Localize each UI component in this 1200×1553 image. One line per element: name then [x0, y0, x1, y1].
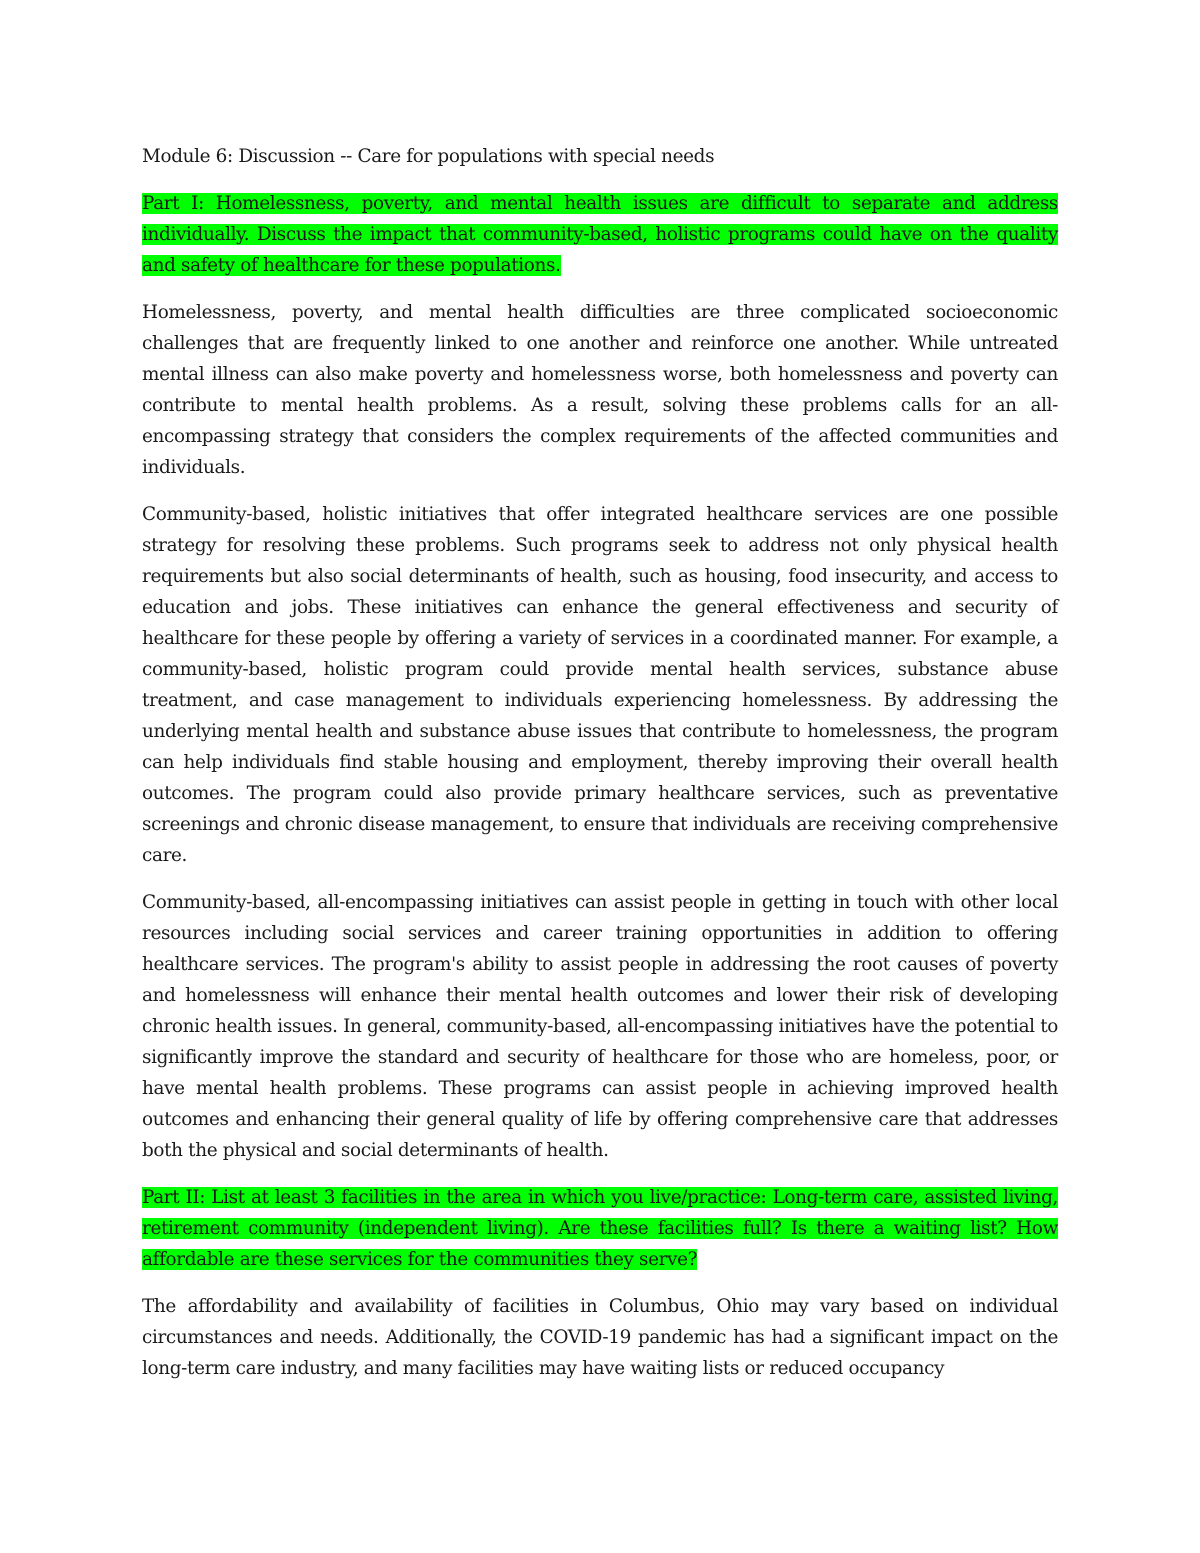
- part1-prompt-text: Part I: Homelessness, poverty, and mental health issues are difficult to separate and address individually. Discuss the impact that community-based, holistic programs could have on the quality and safety of healthcare for these populations.: [142, 193, 1058, 276]
- document-title: Module 6: Discussion -- Care for populations with special needs: [142, 146, 715, 167]
- part2-prompt-text: Part II: List at least 3 facilities in the area in which you live/practice: Long-term care, assisted living, retirement community (independent living). Are these facilities full? Is there a waiting list? How affordable are these services for the communities they serve?: [142, 1187, 1058, 1270]
- part1-prompt: [142, 188, 1058, 281]
- paragraph-1: Homelessness, poverty, and mental health difficulties are three complicated socioeconomic challenges that are frequently linked to one another and reinforce one another. While untreated mental illness can also make poverty and homelessness worse, both homelessness and poverty can contribute to mental health problems. As a result, solving these problems calls for an all-encompassing strategy that considers the complex requirements of the affected communities and individuals.: [142, 302, 1058, 478]
- document-body: [142, 141, 1058, 1400]
- paragraph-2: Community-based, holistic initiatives that offer integrated healthcare services are one possible strategy for resolving these problems. Such programs seek to address not only physical health requirements but also social determinants of health, such as housing, food insecurity, and access to education and jobs. These initiatives can enhance the general effectiveness and security of healthcare for these people by offering a variety of services in a coordinated manner. For example, a community-based, holistic program could provide mental health services, substance abuse treatment, and case management to individuals experiencing homelessness. By addressing the underlying mental health and substance abuse issues that contribute to homelessness, the program can help individuals find stable housing and employment, thereby improving their overall health outcomes. The program could also provide primary healthcare services, such as preventative screenings and chronic disease management, to ensure that individuals are receiving comprehensive care.: [142, 504, 1058, 866]
- paragraph-3: Community-based, all-encompassing initiatives can assist people in getting in touch with other local resources including social services and career training opportunities in addition to offering healthcare services. The program's ability to assist people in addressing the root causes of poverty and homelessness will enhance their mental health outcomes and lower their risk of developing chronic health issues. In general, community-based, all-encompassing initiatives have the potential to significantly improve the standard and security of healthcare for those who are homeless, poor, or have mental health problems. These programs can assist people in achieving improved health outcomes and enhancing their general quality of life by offering comprehensive care that addresses both the physical and social determinants of health.: [142, 892, 1058, 1161]
- part2-paragraph: The affordability and availability of facilities in Columbus, Ohio may vary based on individual circumstances and needs. Additionally, the COVID-19 pandemic has had a significant impact on the long-term care industry, and many facilities may have waiting lists or reduced occupancy: [142, 1296, 1058, 1379]
- part2-prompt: [142, 1182, 1058, 1275]
